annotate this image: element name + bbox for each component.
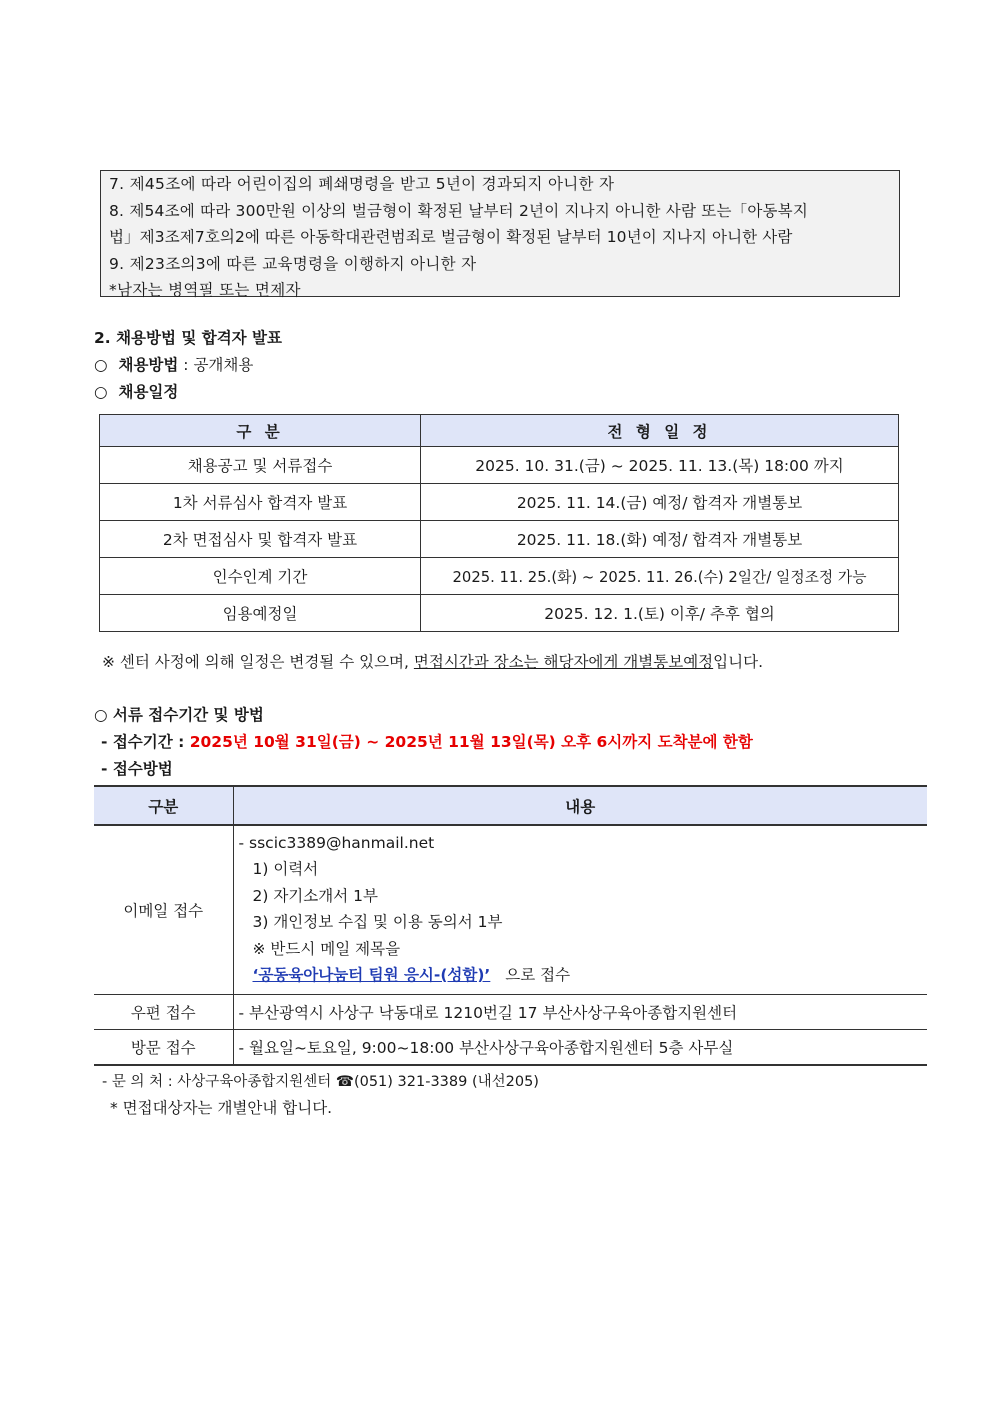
requirement-line-7: 7. 제45조에 따라 어린이집의 폐쇄명령을 받고 5년이 경과되지 아니한 자 (109, 175, 615, 193)
requirement-note: *남자는 병역필 또는 면제자 (109, 281, 301, 299)
bullet-circle: ○ (94, 356, 108, 374)
method-header-category: 구분 (94, 786, 233, 825)
recruit-method-value: : 공개채용 (178, 356, 254, 374)
schedule-note-underlined: 면접시간과 장소는 해당자에게 개별통보예정 (413, 653, 714, 671)
email-subject-text: ‘공동육아나눔터 팀원 응시-(성함)’ (252, 966, 491, 984)
table-row (94, 995, 927, 1030)
schedule-header-category: 구 분 (100, 415, 421, 447)
submission-period-line (101, 730, 753, 752)
phone-icon: ☎ (335, 1074, 354, 1090)
schedule-table (99, 414, 899, 632)
schedule-header-row (100, 415, 899, 447)
section-2-title: 2. 채용방법 및 합격자 발표 (94, 329, 282, 347)
requirement-line-8a: 8. 제54조에 따라 300만원 이상의 벌금형이 확정된 날부터 2년이 지나지 아니한 사람 또는「아동복지 (109, 201, 809, 220)
recruit-schedule-line (94, 380, 178, 402)
email-content (233, 825, 927, 995)
schedule-cell-category: 임용예정일 (100, 595, 421, 632)
visit-content: - 월요일~토요일, 9:00~18:00 부산사상구육아종합지원센터 5층 사무실 (233, 1030, 927, 1066)
submission-period-label: - 접수기간 : (101, 733, 190, 751)
contact-label: - 문 의 처 : 사상구육아종합지원센터 (102, 1074, 336, 1090)
schedule-cell-date: 2025. 11. 18.(화) 예정/ 합격자 개별통보 (421, 521, 899, 558)
table-row (94, 825, 927, 995)
recruit-schedule-label: 채용일정 (118, 383, 179, 401)
method-header-content: 내용 (233, 786, 927, 825)
email-subject-note: ※ 반드시 메일 제목을 (252, 939, 401, 958)
table-row (100, 595, 899, 632)
email-item-resume: 1) 이력서 (252, 860, 319, 878)
contact-phone: (051) 321-3389 (내선205) (353, 1074, 539, 1090)
table-row (100, 521, 899, 558)
schedule-cell-date: 2025. 10. 31.(금) ~ 2025. 11. 13.(목) 18:00 까지 (421, 447, 899, 484)
schedule-cell-date: 2025. 12. 1.(토) 이후/ 추후 협의 (421, 595, 899, 632)
requirement-line-8b: 법」제3조제7호의2에 따른 아동학대관련범죄로 벌금형이 확정된 날부터 10년이 지나지 아니한 사람 (109, 228, 793, 246)
submission-period-value: 2025년 10월 31일(금) ~ 2025년 11월 13일(목) 오후 6시까지 도착분에 한함 (189, 733, 753, 751)
email-subject-line (239, 962, 928, 989)
table-row (100, 447, 899, 484)
schedule-cell-category: 2차 면접심사 및 합격자 발표 (100, 521, 421, 558)
schedule-cell-date: 2025. 11. 25.(화) ~ 2025. 11. 26.(수) 2일간/ 일정조정 가능 (421, 558, 899, 595)
bullet-circle: ○ (94, 383, 108, 401)
submission-method-label: - 접수방법 (101, 760, 173, 778)
table-row (100, 484, 899, 521)
email-item-consent: 3) 개인정보 수집 및 이용 동의서 1부 (252, 913, 503, 931)
recruit-method-label: 채용방법 (118, 356, 179, 374)
post-label: 우편 접수 (94, 995, 233, 1030)
post-content: - 부산광역시 사상구 낙동대로 1210번길 17 부산사상구육아종합지원센터 (233, 995, 927, 1030)
interview-note: * 면접대상자는 개별안내 합니다. (110, 1099, 333, 1117)
method-header-row (94, 786, 927, 825)
email-subject-suffix: 으로 접수 (505, 966, 571, 984)
method-table (94, 785, 927, 1066)
schedule-header-dates: 전 형 일 정 (421, 415, 899, 447)
schedule-note-suffix: 입니다. (713, 653, 764, 671)
email-label: 이메일 접수 (94, 825, 233, 995)
table-row (100, 558, 899, 595)
submission-title: ○ 서류 접수기간 및 방법 (94, 706, 264, 724)
schedule-cell-category: 채용공고 및 서류접수 (100, 447, 421, 484)
recruit-method-line (94, 353, 253, 375)
visit-label: 방문 접수 (94, 1030, 233, 1066)
requirements-box (100, 170, 900, 297)
email-address: - sscic3389@hanmail.net (238, 833, 435, 852)
schedule-cell-category: 1차 서류심사 합격자 발표 (100, 484, 421, 521)
table-row (94, 1030, 927, 1066)
schedule-cell-category: 인수인계 기간 (100, 558, 421, 595)
schedule-note-prefix: ※ 센터 사정에 의해 일정은 변경될 수 있으며, (102, 653, 414, 671)
requirement-line-9: 9. 제23조의3에 따른 교육명령을 이행하지 아니한 자 (109, 254, 477, 273)
contact-line (102, 1070, 539, 1091)
schedule-note (102, 650, 763, 672)
email-item-intro: 2) 자기소개서 1부 (252, 886, 378, 905)
schedule-cell-date: 2025. 11. 14.(금) 예정/ 합격자 개별통보 (421, 484, 899, 521)
